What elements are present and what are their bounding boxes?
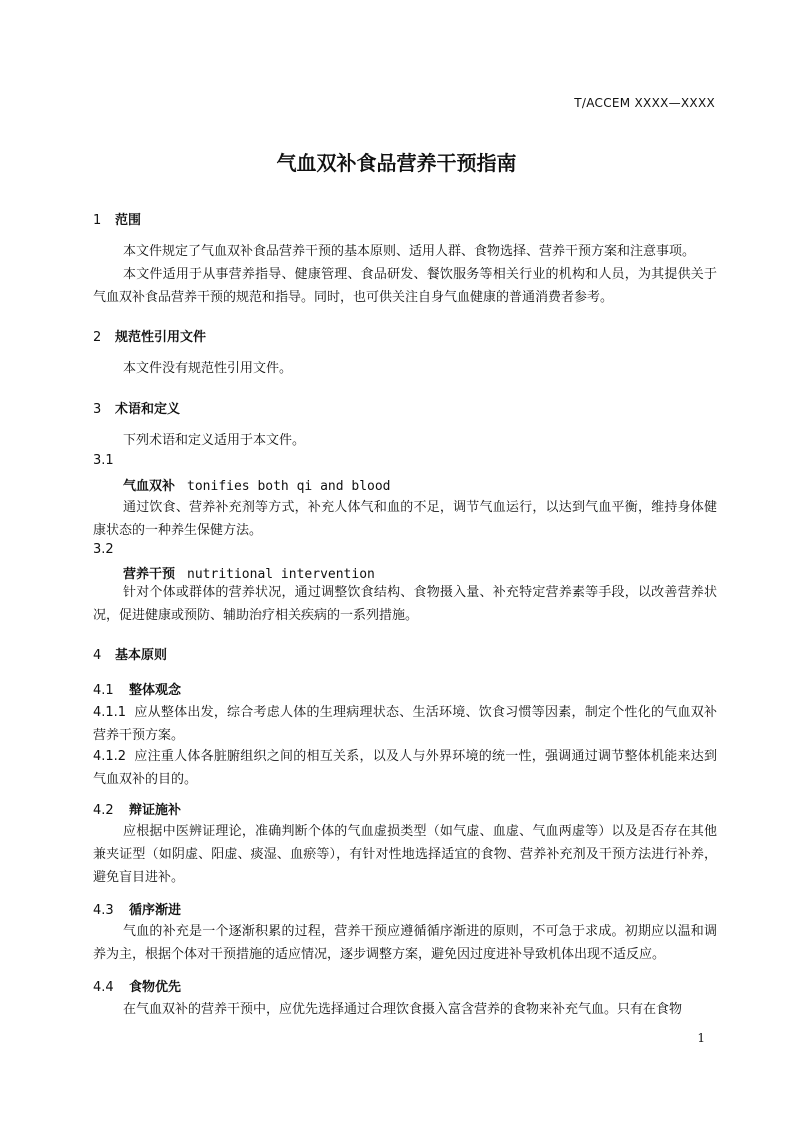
section-title: 范围 xyxy=(115,213,142,228)
section-title: 基本原则 xyxy=(115,648,168,663)
subsection-4-3-heading xyxy=(93,899,181,918)
clause-number: 4.1.2 xyxy=(93,749,127,764)
section-number: 4 xyxy=(93,648,102,663)
document-title: 气血双补食品营养干预指南 xyxy=(276,151,517,175)
term-3-2-number: 3.2 xyxy=(93,542,114,557)
section-3-paragraph-1: 下列术语和定义适用于本文件。 xyxy=(123,433,306,448)
subsection-4-2-paragraph: 应根据中医辨证理论，准确判断个体的气血虚损类型（如气虚、血虚、气血两虚等）以及是否存在其他兼夹证型（如阴虚、阳虚、痰湿、血瘀等），有针对性地选择适宜的食物、营养补充剂及干预方法进行补养，避免盲目进补。 xyxy=(93,824,717,885)
term-en: tonifies both qi and blood xyxy=(187,479,391,494)
term-3-1-number: 3.1 xyxy=(93,453,114,468)
page-number: 1 xyxy=(697,1031,705,1045)
term-3-2 xyxy=(123,563,375,582)
subsection-4-4-heading xyxy=(93,976,181,995)
subsection-title: 辩证施补 xyxy=(129,803,182,818)
clause-text: 应从整体出发，综合考虑人体的生理病理状态、生活环境、饮食习惯等因素，制定个性化的气血双补营养干预方案。 xyxy=(93,705,717,743)
term-en: nutritional intervention xyxy=(187,567,375,582)
term-3-2-definition: 针对个体或群体的营养状况，通过调整饮食结构、食物摄入量、补充特定营养素等手段，以改善营养状况，促进健康或预防、辅助治疗相关疾病的一系列措施。 xyxy=(93,585,717,623)
section-number: 3 xyxy=(93,402,102,417)
section-1-heading xyxy=(93,209,141,228)
term-3-1-definition: 通过饮食、营养补充剂等方式，补充人体气和血的不足，调节气血运行，以达到气血平衡，维持身体健康状态的一种养生保健方法。 xyxy=(93,500,717,538)
subsection-4-1-heading xyxy=(93,679,181,698)
subsection-4-2-heading xyxy=(93,799,181,818)
section-title: 规范性引用文件 xyxy=(115,330,207,345)
clause-4-1-2 xyxy=(93,745,717,791)
document-code: T/ACCEM XXXX—XXXX xyxy=(574,96,715,110)
section-1-paragraph-1: 本文件规定了气血双补食品营养干预的基本原则、适用人群、食物选择、营养干预方案和注意事项。 xyxy=(123,244,696,259)
subsection-number: 4.2 xyxy=(93,803,114,818)
subsection-title: 循序渐进 xyxy=(129,903,182,918)
section-title: 术语和定义 xyxy=(115,402,181,417)
term-cn: 气血双补 xyxy=(123,479,176,494)
term-3-1 xyxy=(123,475,391,494)
section-1-paragraph-2: 本文件适用于从事营养指导、健康管理、食品研发、餐饮服务等相关行业的机构和人员，为其提供关于气血双补食品营养干预的规范和指导。同时，也可供关注自身气血健康的普通消费者参考。 xyxy=(93,267,717,305)
term-cn: 营养干预 xyxy=(123,567,176,582)
subsection-4-3-paragraph: 气血的补充是一个逐渐积累的过程，营养干预应遵循循序渐进的原则，不可急于求成。初期应以温和调养为主，根据个体对干预措施的适应情况，逐步调整方案，避免因过度进补导致机体出现不适反应。 xyxy=(93,924,717,962)
clause-4-1-1 xyxy=(93,701,717,747)
subsection-title: 整体观念 xyxy=(129,683,182,698)
clause-text: 应注重人体各脏腑组织之间的相互关系，以及人与外界环境的统一性，强调通过调节整体机能来达到气血双补的目的。 xyxy=(93,749,717,787)
subsection-number: 4.1 xyxy=(93,683,114,698)
section-2-heading xyxy=(93,326,206,345)
section-4-heading xyxy=(93,644,167,663)
section-2-paragraph-1: 本文件没有规范性引用文件。 xyxy=(123,361,293,376)
section-3-heading xyxy=(93,398,180,417)
section-number: 1 xyxy=(93,213,102,228)
subsection-title: 食物优先 xyxy=(129,980,182,995)
clause-number: 4.1.1 xyxy=(93,705,127,720)
section-number: 2 xyxy=(93,330,102,345)
subsection-4-4-paragraph: 在气血双补的营养干预中，应优先选择通过合理饮食摄入富含营养的食物来补充气血。只有在食物 xyxy=(123,1002,683,1017)
subsection-number: 4.4 xyxy=(93,980,114,995)
subsection-number: 4.3 xyxy=(93,903,114,918)
